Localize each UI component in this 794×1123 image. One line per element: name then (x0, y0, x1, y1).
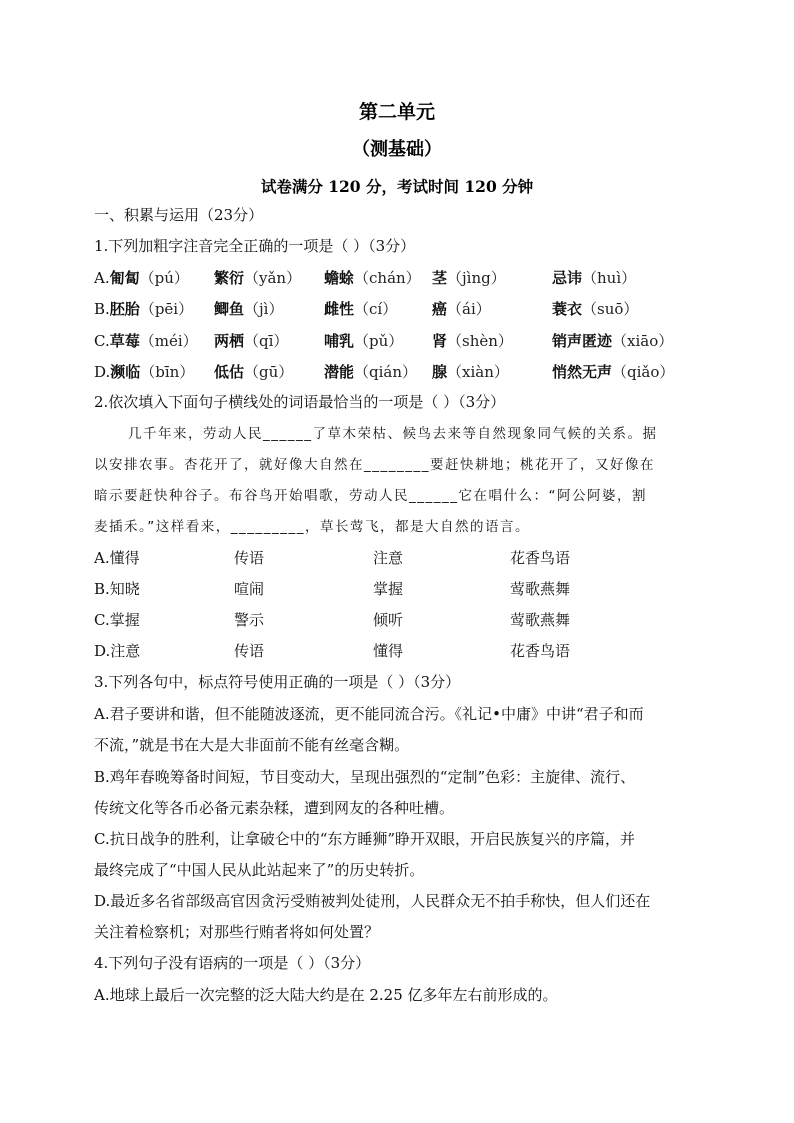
q1-option-item (94, 331, 198, 351)
bold-word: 繁衍 (214, 269, 245, 287)
pinyin: （chán） (354, 269, 421, 287)
bold-word: 蟾蜍 (324, 269, 355, 287)
bold-word: 草莓 (109, 332, 140, 350)
pinyin: （jì） (244, 300, 284, 318)
pinyin: （jìng） (447, 269, 506, 287)
option-prefix: B. (94, 300, 110, 318)
q1-option-item (552, 362, 674, 382)
q1-option-item (324, 299, 397, 319)
q1-option-item (324, 362, 417, 382)
q1-stem: 1.下列加粗字注音完全正确的一项是（ ）（3分） (94, 237, 416, 255)
q1-option-item (432, 268, 506, 288)
bold-word: 蓑衣 (552, 300, 583, 318)
bold-word: 低估 (214, 363, 245, 381)
pinyin: （huì） (582, 269, 637, 287)
page-title: 第二单元 (358, 101, 435, 123)
exam-info: 试卷满分 120 分，考试时间 120 分钟 (260, 177, 534, 196)
pinyin: （qī） (244, 332, 289, 350)
bold-word: 腺 (432, 363, 448, 381)
bold-word: 濒临 (110, 363, 141, 381)
q1-option-item (552, 331, 673, 351)
q4-line: A.地球上最后一次完整的泛大陆大约是在 2.25 亿多年左右前形成的。 (94, 986, 558, 1004)
pinyin: （méi） (139, 332, 198, 350)
pinyin: （qiǎo） (612, 363, 675, 381)
option-word: 传语 (234, 642, 265, 660)
pinyin: （shèn） (447, 332, 513, 350)
bold-word: 癌 (432, 300, 448, 318)
bold-word: 悄然无声 (552, 363, 613, 381)
q1-option-item (324, 331, 403, 351)
option-word: A.懂得 (94, 549, 140, 567)
option-word: C.掌握 (94, 611, 140, 629)
bold-word: 雌性 (324, 300, 355, 318)
q1-option-item (552, 299, 638, 319)
pinyin: （cí） (354, 300, 398, 318)
q2-passage-line: 以安排农事。杏花开了，就好像大自然在________要赶快耕地；桃花开了，又好像在 (94, 457, 655, 473)
bold-word: 茎 (432, 269, 448, 287)
bold-word: 胚胎 (109, 300, 140, 318)
bold-word: 匍匐 (109, 269, 140, 287)
bold-word: 哺乳 (324, 332, 355, 350)
q3-line: A.君子要讲和谐，但不能随波逐流，更不能同流合污。《礼记•中庸》中讲“君子和而 (94, 705, 644, 723)
q1-option-item (324, 268, 421, 288)
pinyin: （pēi） (139, 300, 194, 318)
bold-word: 肾 (432, 332, 448, 350)
q1-option-item (432, 331, 513, 351)
section-heading: 一、积累与运用（23分） (94, 206, 264, 224)
q1-option-item (214, 268, 301, 288)
option-word: 莺歌燕舞 (510, 580, 571, 598)
pinyin: （xiāo） (612, 332, 674, 350)
option-word: D.注意 (94, 642, 141, 660)
option-word: 掌握 (373, 580, 404, 598)
pinyin: （ái） (447, 300, 491, 318)
q1-option-item (432, 362, 509, 382)
bold-word: 忌讳 (552, 269, 583, 287)
q3-line: 关注着检察机；对那些行贿者将如何处置？ (94, 923, 380, 941)
option-prefix: D. (94, 363, 111, 381)
option-word: B.知晓 (94, 580, 140, 598)
option-word: 警示 (234, 611, 265, 629)
pinyin: （pú） (139, 269, 189, 287)
page-subtitle: （测基础） (352, 139, 442, 160)
option-word: 传语 (234, 549, 265, 567)
option-word: 莺歌燕舞 (510, 611, 571, 629)
pinyin: （gū） (244, 363, 294, 381)
bold-word: 销声匿迹 (552, 332, 613, 350)
pinyin: （qián） (354, 363, 418, 381)
q2-passage-line: 暗示要赶快种谷子。布谷鸟开始唱歌，劳动人民______它在唱什么：“阿公阿婆，割 (94, 488, 647, 504)
q2-passage-line: 麦插禾。”这样看来，_________，草长莺飞，都是大自然的语言。 (94, 519, 530, 535)
q3-line: D.最近多名省部级高官因贪污受贿被判处徒刑，人民群众无不拍手称快，但人们还在 (94, 892, 651, 910)
q2-passage-line: 几千年来，劳动人民______了草木荣枯、候鸟去来等自然现象同气候的关系。据 (128, 426, 658, 442)
q3-stem: 3.下列各句中，标点符号使用正确的一项是（ ）（3分） (94, 673, 461, 691)
q3-line: 传统文化等各币必备元素杂糅，遭到网友的各种吐槽。 (94, 799, 455, 817)
q1-option-item (214, 299, 283, 319)
bold-word: 潜能 (324, 363, 355, 381)
option-word: 花香鸟语 (510, 549, 571, 567)
option-word: 注意 (373, 549, 404, 567)
bold-word: 鲫鱼 (214, 300, 245, 318)
q1-option-item (94, 268, 189, 288)
option-word: 倾听 (373, 611, 404, 629)
bold-word: 两栖 (214, 332, 245, 350)
q2-stem: 2.依次填入下面句子横线处的词语最恰当的一项是（ ）（3分） (94, 393, 506, 411)
pinyin: （pǔ） (354, 332, 404, 350)
option-word: 懂得 (373, 642, 404, 660)
q1-option-item (214, 331, 288, 351)
q3-line: 最终完成了“中国人民从此站起来了”的历史转折。 (94, 861, 425, 879)
pinyin: （bīn） (140, 363, 195, 381)
q4-stem: 4.下列句子没有语病的一项是（ ）（3分） (94, 954, 371, 972)
option-prefix: C. (94, 332, 110, 350)
q3-line: 不流，”就是书在大是大非面前不能有丝毫含糊。 (94, 736, 410, 754)
q1-option-item (94, 299, 193, 319)
q1-option-item (432, 299, 491, 319)
option-word: 花香鸟语 (510, 642, 571, 660)
pinyin: （xiàn） (447, 363, 509, 381)
option-word: 喧闹 (234, 580, 265, 598)
q1-option-item (552, 268, 636, 288)
pinyin: （yǎn） (244, 269, 302, 287)
q3-line: B.鸡年春晚筹备时间短，节目变动大，呈现出强烈的“定制”色彩：主旋律、流行、 (94, 768, 636, 786)
q3-line: C.抗日战争的胜利，让拿破仑中的“东方睡狮”睁开双眼，开启民族复兴的序篇，并 (94, 830, 636, 848)
q1-option-item (94, 362, 194, 382)
q1-option-item (214, 362, 293, 382)
option-prefix: A. (94, 269, 110, 287)
pinyin: （suō） (582, 300, 639, 318)
